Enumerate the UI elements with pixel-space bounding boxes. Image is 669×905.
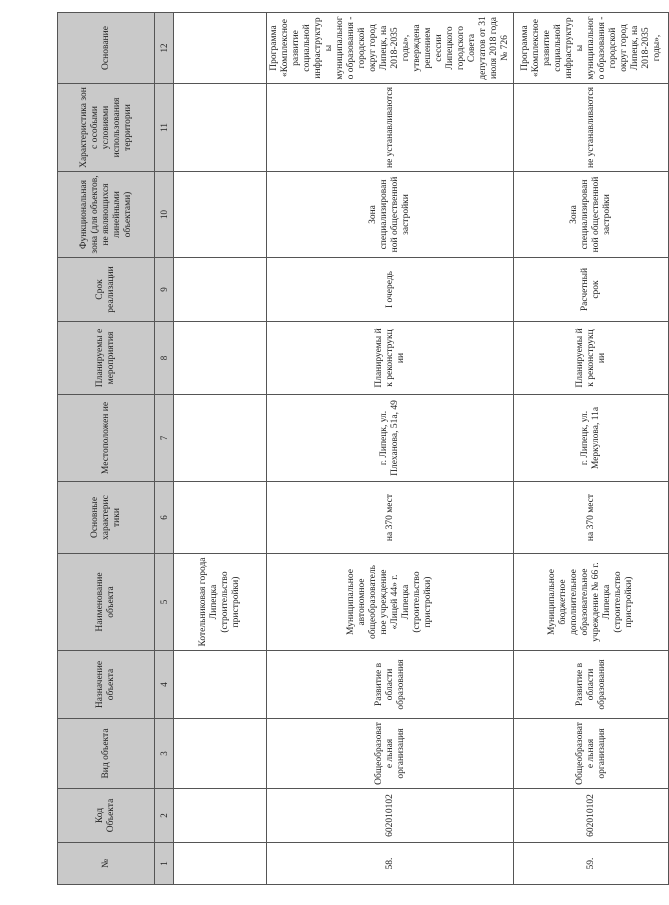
- column-number: 8: [155, 322, 174, 395]
- row-location: г. Липецк, ул. Плеханова, 51а, 49: [267, 395, 514, 482]
- row-special-zones: не устанавливаются: [267, 84, 514, 172]
- rotated-page: [57, 13, 662, 885]
- row-type: Общеобразовате льная организация: [267, 719, 514, 789]
- header-location: Местоположен ие: [58, 395, 155, 482]
- column-number: 1: [155, 843, 174, 885]
- row-name: Муниципальное автономное общеобразователь ное учреждение «Лицей 44» г. Липецка (строительство пристройки): [267, 554, 514, 651]
- header-num: №: [58, 843, 155, 885]
- row-location: г. Липецк, ул. Меркулова, 11а: [514, 395, 669, 482]
- row-type: Общеобразовате льная организация: [514, 719, 669, 789]
- continuation-name-cell: Котельниковая города Липецка (строительство пристройки): [174, 554, 267, 651]
- column-number: 9: [155, 258, 174, 322]
- column-number: 6: [155, 482, 174, 554]
- column-number: 11: [155, 84, 174, 172]
- column-number: 4: [155, 651, 174, 719]
- header-zone: Функциональная зона (для объектов, не являющихся линейными объектами): [58, 172, 155, 258]
- row-term: I очередь: [267, 258, 514, 322]
- column-number: 5: [155, 554, 174, 651]
- column-number: 3: [155, 719, 174, 789]
- row-measures: Планируемы й к реконструкц ии: [514, 322, 669, 395]
- row-zone: Зона специализирован ной общественной застройки: [267, 172, 514, 258]
- column-number: 2: [155, 789, 174, 843]
- row-purpose: Развитие в области образования: [514, 651, 669, 719]
- continuation-row: [174, 13, 267, 885]
- row-purpose: Развитие в области образования: [267, 651, 514, 719]
- header-purpose: Назначение объекта: [58, 651, 155, 719]
- row-num: 59.: [514, 843, 669, 885]
- header-code: Код Объекта: [58, 789, 155, 843]
- row-term: Расчетный срок: [514, 258, 669, 322]
- row-code: 602010102: [514, 789, 669, 843]
- row-zone: Зона специализирован ной общественной застройки: [514, 172, 669, 258]
- row-special-zones: не устанавливаются: [514, 84, 669, 172]
- header-measures: Планируемы е мероприятия: [58, 322, 155, 395]
- header-basis: Основание: [58, 13, 155, 84]
- row-basis: Программа «Комплексное развитие социальной инфраструктуры муниципального образования - городской округ город Липецк, на 2018-2035 годы», утверждена решением сессии Липецкого городского Совета депутатов от 31 июля 2018 года № 726: [267, 13, 514, 84]
- row-characteristics: на 370 мест: [514, 482, 669, 554]
- column-number: 7: [155, 395, 174, 482]
- table-header-row: [58, 13, 155, 885]
- row-code: 602010102: [267, 789, 514, 843]
- row-characteristics: на 370 мест: [267, 482, 514, 554]
- header-name: Наименование объекта: [58, 554, 155, 651]
- header-special-zones: Характеристика зон с особыми условиями использования территории: [58, 84, 155, 172]
- objects-table: [57, 12, 669, 885]
- table-row: [267, 13, 514, 885]
- row-num: 58.: [267, 843, 514, 885]
- header-characteristics: Основные характерис тики: [58, 482, 155, 554]
- table-row: [514, 13, 669, 885]
- row-name: Муниципальное бюджетное дополнительное образовательное учреждение № 66 г. Липецка (строительство пристройки): [514, 554, 669, 651]
- header-term: Срок реализации: [58, 258, 155, 322]
- column-number: 10: [155, 172, 174, 258]
- column-numbers-row: [155, 13, 174, 885]
- row-measures: Планируемы й к реконструкц ии: [267, 322, 514, 395]
- header-type: Вид объекта: [58, 719, 155, 789]
- column-number: 12: [155, 13, 174, 84]
- row-basis: Программа «Комплексное развитие социальной инфраструктуры муниципального образования - городской округ город Липецк, на 2018-2035 годы»,: [514, 13, 669, 84]
